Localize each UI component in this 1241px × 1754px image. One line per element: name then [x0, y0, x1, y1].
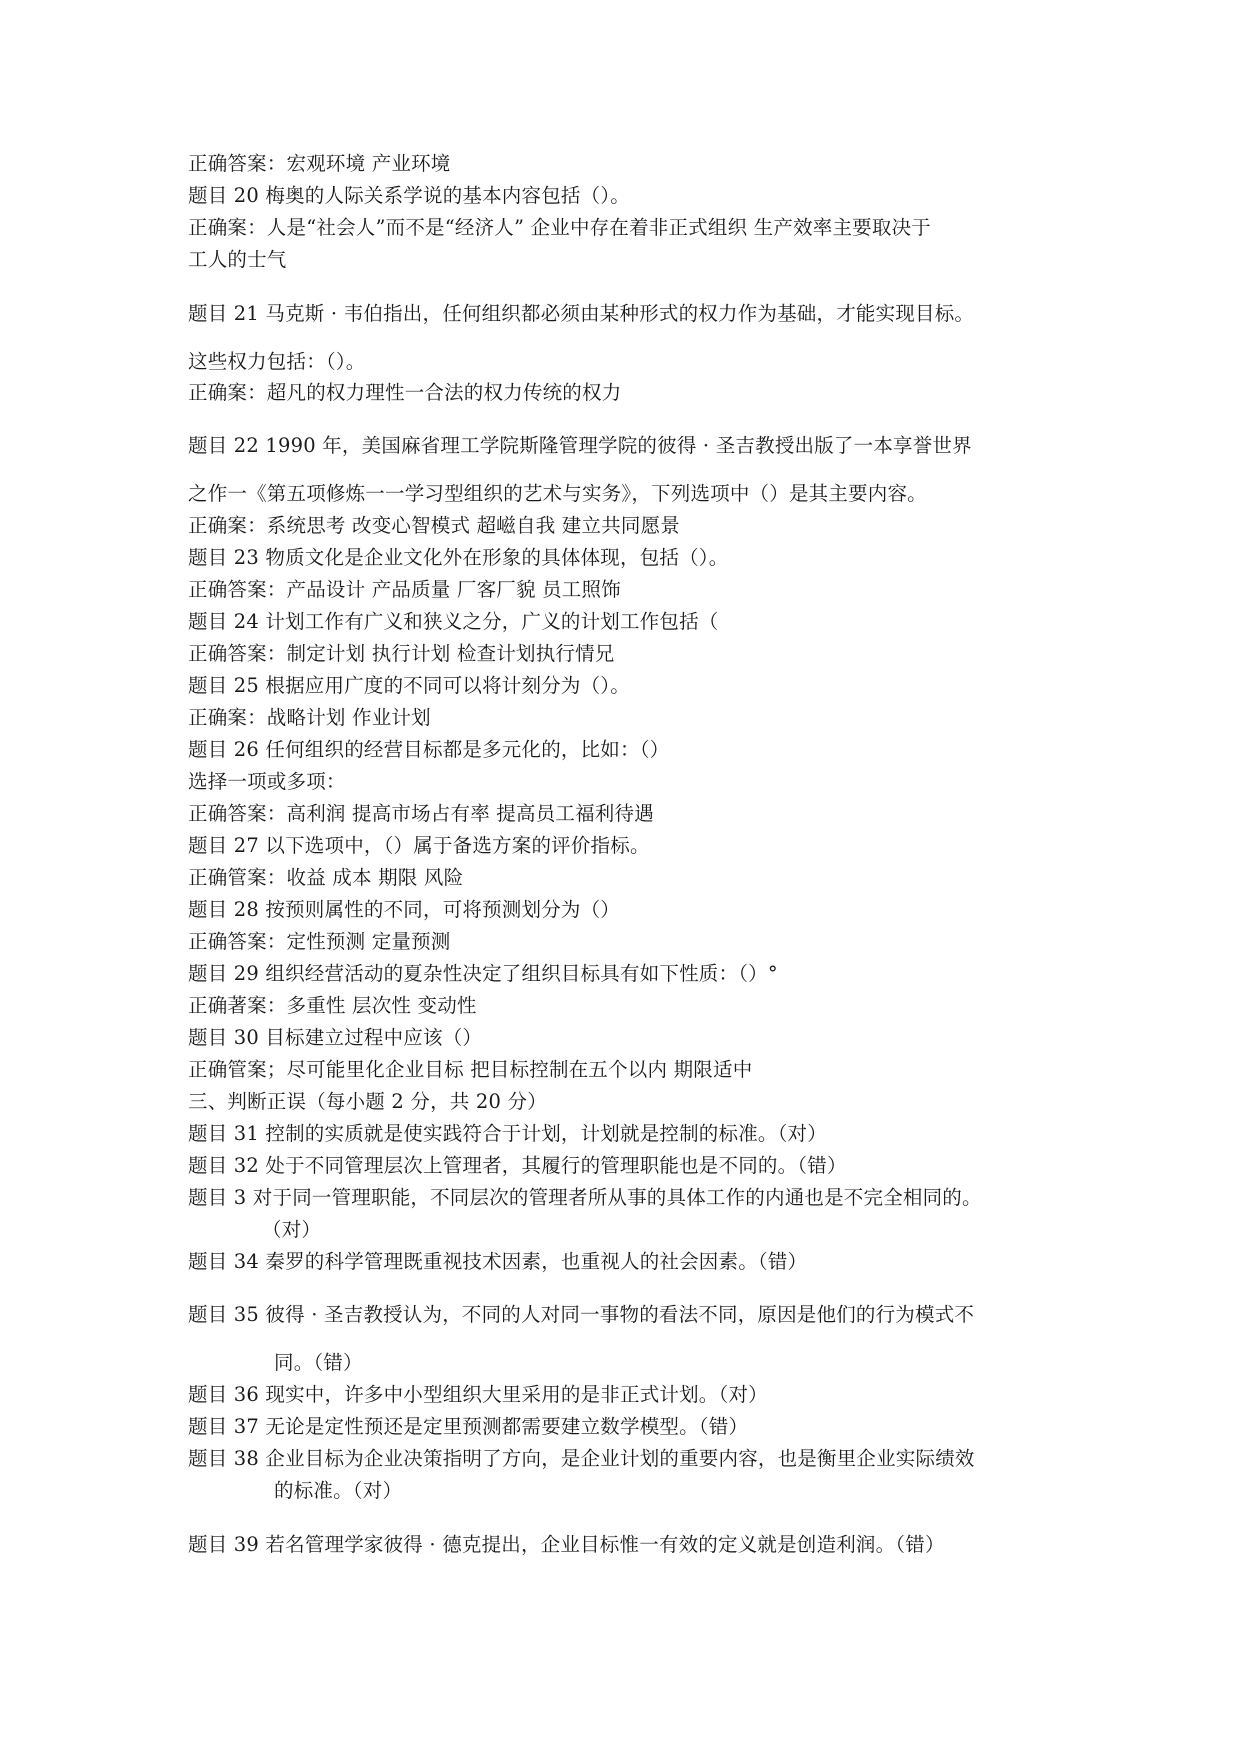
question-21-cont: 这些权力包括：（）。 [188, 350, 366, 373]
question-24: 题目 24 计划工作有广义和狭义之分，广义的计划工作包括（ [188, 610, 719, 633]
question-33-cont: （对） [262, 1218, 322, 1241]
question-34: 题目 34 秦罗的科学管理既重视技术因素，也重视人的社会因素。（错） [188, 1250, 808, 1273]
question-37: 题目 37 无论是定性预还是定里预测都需要建立数学模型。（错） [188, 1415, 749, 1438]
answer-29: 正确著案：多重性 层次性 变动性 [188, 994, 477, 1017]
answer-22: 正确案：系统思考 改变心智模式 超嵫自我 建立共同愿景 [188, 514, 680, 537]
question-23: 题目 23 物质文化是企业文化外在形象的具体体现，包括（）。 [188, 546, 729, 569]
question-31: 题目 31 控制的实质就是使实践符合于计划，计划就是控制的标准。（对） [188, 1122, 827, 1145]
section-heading-3: 三、判断正误（每小题 2 分，共 20 分） [188, 1090, 547, 1113]
question-33: 题目 3 对于同一管理职能，不同层次的管理者所从事的具体工作的内通也是不完全相同的。 [188, 1186, 982, 1209]
answer-26: 正确答案：高利润 提高市场占有率 提高员工福利待遇 [188, 802, 654, 825]
question-29: 题目 29 组织经营活动的夏杂性决定了组织目标具有如下性质：（）° [188, 962, 778, 985]
question-26-hint: 选择一项或多项： [188, 770, 346, 793]
answer-25: 正确案：战略计划 作业计划 [188, 706, 431, 729]
question-35: 题目 35 彼得 · 圣吉教授认为，不同的人对同一事物的看法不同，原因是他们的行为模式不 [188, 1303, 975, 1326]
question-20: 题目 20 梅奥的人际关系学说的基本内容包括（）。 [188, 184, 630, 207]
question-30: 题目 30 目标建立过程中应该（） [188, 1026, 483, 1049]
question-38: 题目 38 企业目标为企业决策指明了方向，是企业计划的重要内容，也是衡里企业实际绩效 [188, 1447, 975, 1470]
answer-21: 正确案：超凡的权力理性一合法的权力传统的权力 [188, 381, 622, 404]
answer-30: 正确管案；尽可能里化企业目标 把目标控制在五个以内 期限适中 [188, 1058, 753, 1081]
answer-28: 正确答案：定性预测 定量预测 [188, 930, 451, 953]
answer-20-cont: 工人的士气 [188, 248, 287, 271]
question-38-cont: 的标准。（对） [274, 1479, 403, 1502]
answer-23: 正确答案：产品设计 产品质量 厂客厂貌 员工照饰 [188, 578, 621, 601]
question-35-cont: 同。（错） [274, 1351, 363, 1374]
question-22-cont: 之作一《第五项修炼一一学习型组织的艺术与实务》，下列选项中（）是其主要内容。 [188, 482, 927, 505]
question-21: 题目 21 马克斯 · 韦伯指出，任何组织都必须由某种形式的权力作为基础，才能实现目标。 [188, 302, 975, 325]
answer-20: 正确案：人是“社会人”而不是“经济人” 企业中存在着非正式组织 生产效率主要取决于 [188, 216, 931, 239]
answer-27: 正确管案：收益 成本 期限 风险 [188, 866, 464, 889]
answer-24: 正确答案：制定计划 执行计划 检查计划执行情兄 [188, 642, 615, 665]
question-25: 题目 25 根据应用广度的不同可以将计刻分为（）。 [188, 674, 630, 697]
question-36: 题目 36 现实中，许多中小型组织大里采用的是非正式计划。（对） [188, 1383, 768, 1406]
question-22: 题目 22 1990 年，美国麻省理工学院斯隆管理学院的彼得 · 圣吉教授出版了一本享誉世界 [188, 434, 972, 457]
question-39: 题目 39 若名管理学家彼得 · 德克提出，企业目标惟一有效的定义就是创造利润。（错） [188, 1533, 945, 1556]
answer-19: 正确答案：宏观环境 产业环境 [188, 152, 451, 175]
question-26: 题目 26 任何组织的经营目标都是多元化的，比如：（） [188, 738, 670, 761]
question-32: 题目 32 处于不同管理层次上管理者，其履行的管理职能也是不同的。（错） [188, 1154, 847, 1177]
question-27: 题目 27 以下选项中，（）属于备选方案的评价指标。 [188, 834, 650, 857]
question-28: 题目 28 按预则属性的不同，可将预测划分为（） [188, 898, 621, 921]
